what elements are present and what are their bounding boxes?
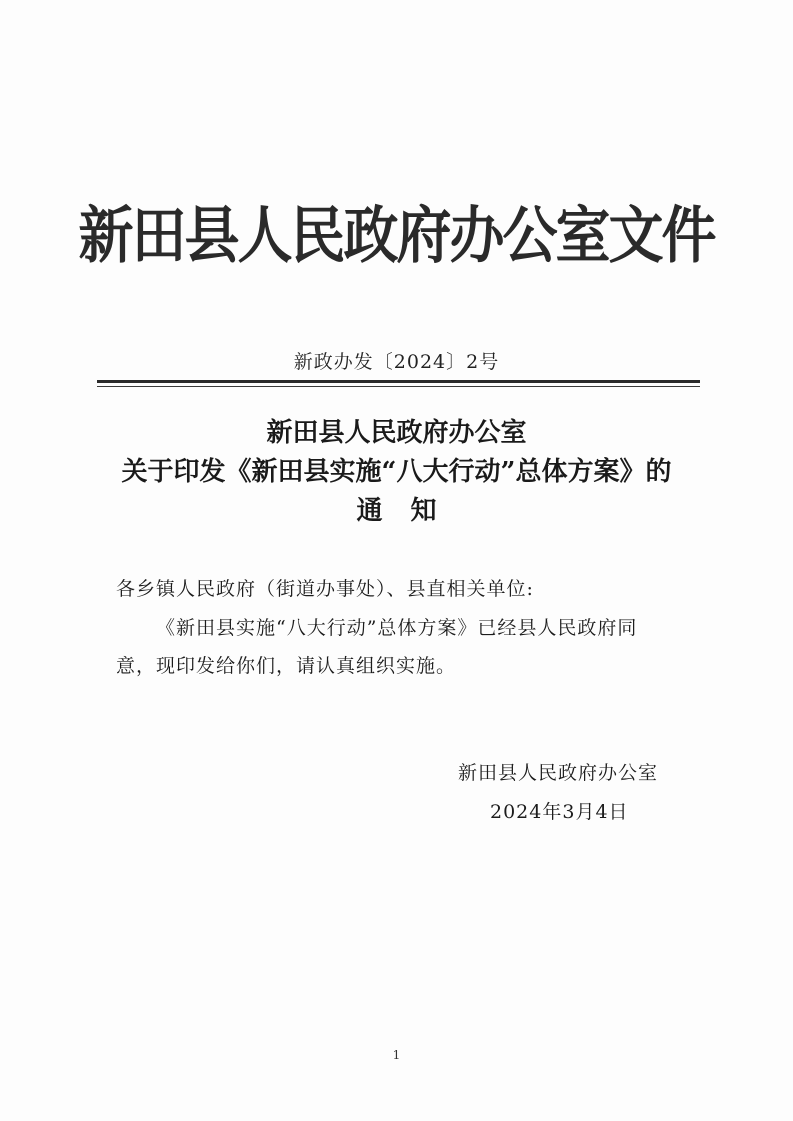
header-divider-thick [97, 380, 700, 383]
recipient-line: 各乡镇人民政府（街道办事处）、县直相关单位: [116, 578, 534, 600]
notice-title [0, 414, 793, 531]
signature-date: 2024年3月4日 [490, 801, 629, 823]
header-divider-thin [97, 386, 700, 387]
notice-title-line-2: 关于印发《新田县实施“八大行动”总体方案》的 [121, 457, 672, 487]
notice-title-line-1: 新田县人民政府办公室 [266, 418, 527, 448]
notice-title-line-3: 通知 [356, 496, 465, 526]
body-line-1: 《新田县实施“八大行动”总体方案》已经县人民政府同 [156, 617, 638, 639]
signature-issuer: 新田县人民政府办公室 [458, 762, 659, 784]
document-header-title: 新田县人民政府办公室文件 [78, 199, 715, 272]
page-number: 1 [392, 1048, 401, 1062]
body-paragraph [116, 609, 686, 685]
document-number: 新政办发〔2024〕2号 [293, 351, 500, 373]
body-line-2: 意，现印发给你们，请认真组织实施。 [116, 655, 457, 677]
